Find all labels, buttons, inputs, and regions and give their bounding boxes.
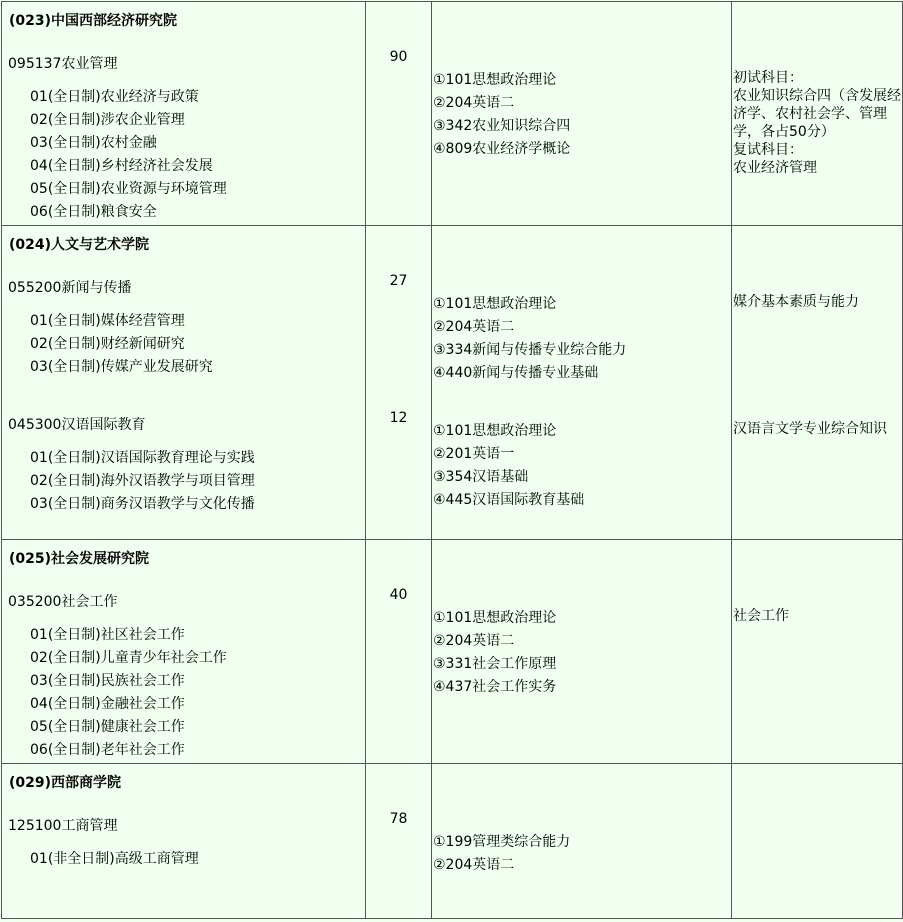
subjects-cell [432, 2, 732, 226]
exam-subject: ①101思想政治理论 [433, 72, 557, 88]
exam-subject: ④445汉语国际教育基础 [433, 492, 585, 508]
research-direction: 03(全日制)传媒产业发展研究 [30, 359, 213, 375]
spacer [367, 440, 430, 532]
remarks-block [733, 607, 901, 625]
remark-line: 社会工作 [733, 608, 789, 624]
spacer [433, 259, 730, 293]
department-row [2, 226, 903, 540]
major-name: 045300汉语国际教育 [8, 417, 146, 433]
enrollment-quota: 90 [389, 49, 408, 65]
spacer [367, 2, 430, 35]
exam-subject: ③354汉语基础 [433, 469, 529, 485]
exam-subject: ④440新闻与传播专业基础 [433, 365, 599, 381]
enrollment-quota: 78 [389, 811, 408, 827]
quota-cell [366, 2, 432, 226]
spacer [733, 177, 901, 189]
spacer [433, 764, 730, 797]
spacer [433, 540, 730, 573]
research-direction: 06(全日制)粮食安全 [30, 204, 157, 220]
remarks-block [733, 69, 901, 177]
exam-subject: ④809农业经济学概论 [433, 141, 571, 157]
exam-subject: ③331社会工作原理 [433, 656, 557, 672]
remarks-cell [732, 540, 903, 764]
department-row [2, 764, 903, 919]
spacer [733, 797, 901, 831]
exam-subject: ③334新闻与传播专业综合能力 [433, 342, 627, 358]
research-direction: 03(全日制)民族社会工作 [30, 673, 185, 689]
spacer [433, 385, 730, 420]
spacer [733, 35, 901, 69]
enrollment-quota: 27 [389, 273, 408, 289]
research-direction: 01(全日制)媒体经营管理 [30, 313, 185, 329]
enrollment-quota: 12 [389, 410, 408, 426]
program-cell [2, 540, 366, 764]
department-name: (023)中国西部经济研究院 [9, 13, 178, 29]
research-direction: 06(全日制)老年社会工作 [30, 742, 185, 758]
remarks-cell [732, 764, 903, 919]
department-name: (029)西部商学院 [9, 775, 122, 791]
spacer [733, 259, 901, 293]
program-cell [2, 226, 366, 540]
quota-cell [366, 226, 432, 540]
spacer [733, 831, 901, 859]
gap [367, 831, 430, 841]
exam-subject: ①101思想政治理论 [433, 610, 557, 626]
major-name: 125100工商管理 [8, 818, 118, 834]
research-direction: 01(全日制)社区社会工作 [30, 627, 185, 643]
subjects-cell [432, 764, 732, 919]
remarks-cell [732, 2, 903, 226]
gap [367, 69, 430, 79]
enrollment-quota: 40 [389, 587, 408, 603]
program-cell [2, 2, 366, 226]
spacer [433, 2, 730, 35]
exam-subject: ②201英语一 [433, 446, 515, 462]
exam-subject: ②204英语二 [433, 95, 515, 111]
major-name: 095137农业管理 [8, 56, 118, 72]
quota-cell [366, 540, 432, 764]
subjects-cell [432, 226, 732, 540]
spacer [367, 764, 430, 797]
exam-subject: ④437社会工作实务 [433, 679, 557, 695]
gap [3, 300, 364, 310]
department-row [2, 540, 903, 764]
research-direction: 03(全日制)农村金融 [30, 135, 157, 151]
research-direction: 05(全日制)农业资源与环境管理 [30, 181, 227, 197]
exam-subject: ②204英语二 [433, 319, 515, 335]
gap [3, 76, 364, 86]
remark-line: 复试科目： [733, 142, 803, 158]
research-direction: 01(全日制)汉语国际教育理论与实践 [30, 450, 255, 466]
gap [367, 293, 430, 303]
spacer [3, 379, 364, 402]
research-direction: 02(全日制)儿童青少年社会工作 [30, 650, 227, 666]
spacer [433, 35, 730, 69]
remarks-block [733, 420, 901, 438]
research-direction: 02(全日制)海外汉语教学与项目管理 [30, 473, 255, 489]
exam-subject: ②204英语二 [433, 633, 515, 649]
research-direction: 02(全日制)涉农企业管理 [30, 112, 185, 128]
remark-line: 农业知识综合四（含发展经济学、农村社会学、管理学，各占50分） [733, 88, 901, 140]
spacer [367, 303, 430, 395]
spacer [367, 226, 430, 259]
gap [3, 614, 364, 624]
spacer [733, 311, 901, 385]
spacer [433, 699, 730, 745]
remark-line: 初试科目： [733, 70, 803, 86]
spacer [367, 841, 430, 887]
research-direction: 02(全日制)财经新闻研究 [30, 336, 185, 352]
spacer [367, 79, 430, 217]
gap [367, 430, 430, 440]
major-name: 055200新闻与传播 [8, 280, 132, 296]
gap [367, 607, 430, 617]
spacer [733, 540, 901, 573]
remarks-cell [732, 226, 903, 540]
spacer [733, 2, 901, 35]
admissions-table [1, 1, 903, 919]
department-name: (024)人文与艺术学院 [9, 237, 150, 253]
exam-subject: ①199管理类综合能力 [433, 834, 571, 850]
spacer [733, 438, 901, 512]
exam-subject: ③342农业知识综合四 [433, 118, 571, 134]
research-direction: 03(全日制)商务汉语教学与文化传播 [30, 496, 255, 512]
exam-subject: ②204英语二 [433, 857, 515, 873]
spacer [433, 573, 730, 607]
department-name: (025)社会发展研究院 [9, 551, 150, 567]
spacer [733, 226, 901, 259]
program-cell [2, 764, 366, 919]
remark-line: 农业经济管理 [733, 160, 817, 176]
exam-subject: ①101思想政治理论 [433, 423, 557, 439]
spacer [433, 797, 730, 831]
spacer [733, 764, 901, 797]
research-direction: 04(全日制)乡村经济社会发展 [30, 158, 213, 174]
remarks-block [733, 293, 901, 311]
spacer [733, 625, 901, 745]
spacer [367, 617, 430, 755]
spacer [367, 540, 430, 573]
quota-cell [366, 764, 432, 919]
research-direction: 01(全日制)农业经济与政策 [30, 89, 199, 105]
spacer [433, 226, 730, 259]
department-row [2, 2, 903, 226]
major-name: 035200社会工作 [8, 594, 118, 610]
spacer [733, 385, 901, 420]
gap [3, 838, 364, 848]
research-direction: 01(非全日制)高级工商管理 [30, 851, 199, 867]
research-direction: 05(全日制)健康社会工作 [30, 719, 185, 735]
research-direction: 04(全日制)金融社会工作 [30, 696, 185, 712]
subjects-cell [432, 540, 732, 764]
spacer [733, 573, 901, 607]
remark-line: 媒介基本素质与能力 [733, 294, 859, 310]
spacer [3, 871, 364, 894]
spacer [3, 516, 364, 539]
spacer [433, 161, 730, 207]
remark-line: 汉语言文学专业综合知识 [733, 421, 887, 437]
gap [3, 437, 364, 447]
exam-subject: ①101思想政治理论 [433, 296, 557, 312]
